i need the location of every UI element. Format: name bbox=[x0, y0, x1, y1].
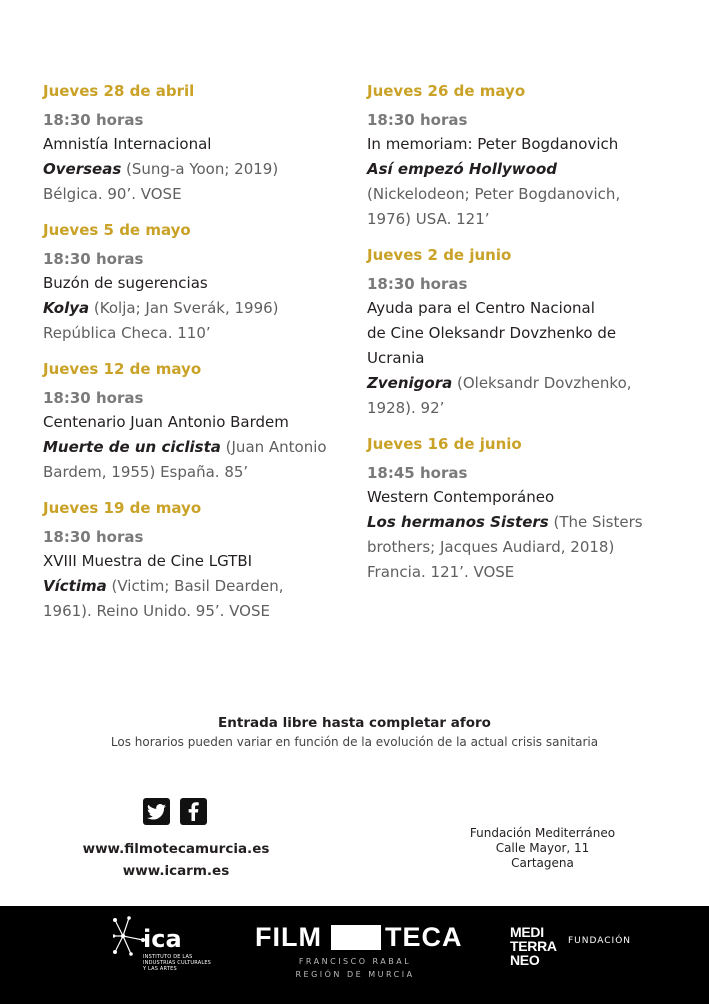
film-info: brothers; Jacques Audiard, 2018) bbox=[367, 538, 615, 556]
film-details: (The Sisters bbox=[548, 513, 643, 531]
film-title: Zvenigora bbox=[367, 374, 453, 392]
film-info: Bélgica. 90’. VOSE bbox=[43, 185, 182, 203]
schedule-right-column bbox=[367, 80, 667, 597]
ica-caption: INSTITUTO DE LAS INDUSTRIAS CULTURALES Y LAS ARTES bbox=[143, 954, 212, 972]
med-line-1: MEDI bbox=[510, 924, 544, 940]
screening-date: Jueves 28 de abril bbox=[43, 82, 195, 100]
filmoteca-white-box bbox=[331, 925, 381, 950]
screening-film-line bbox=[43, 435, 343, 460]
screening-cycle: Ucrania bbox=[367, 349, 425, 367]
film-info: 1976) USA. 121’ bbox=[367, 210, 490, 228]
med-line-3: NEO bbox=[510, 952, 540, 968]
screening-cycle: Centenario Juan Antonio Bardem bbox=[43, 413, 289, 431]
screening-film-line bbox=[43, 296, 343, 321]
notice-subtitle: Los horarios pueden variar en función de la evolución de la actual crisis sanitaria bbox=[110, 735, 599, 749]
facebook-glyph bbox=[188, 802, 199, 821]
screening-cycle: Western Contemporáneo bbox=[367, 488, 555, 506]
screening-film-line bbox=[367, 510, 667, 535]
mediterraneo-fundacion: FUNDACIÓN bbox=[568, 936, 632, 946]
screening-cycle: In memoriam: Peter Bogdanovich bbox=[367, 135, 619, 153]
film-details: (Oleksandr Dovzhenko, bbox=[452, 374, 632, 392]
film-details: (Sung-a Yoon; 2019) bbox=[121, 160, 279, 178]
mediterraneo-logo bbox=[510, 925, 650, 975]
screening-film-line bbox=[367, 157, 667, 182]
filmoteca-word-right: TECA bbox=[385, 922, 463, 952]
film-info: Francia. 121’. VOSE bbox=[367, 563, 515, 581]
filmoteca-link[interactable]: www.filmotecamurcia.es bbox=[82, 841, 270, 857]
screening-film-line bbox=[43, 157, 343, 182]
film-info: República Checa. 110’ bbox=[43, 324, 211, 342]
mediterraneo-wordmark bbox=[510, 925, 557, 967]
venue-name: Fundación Mediterráneo bbox=[469, 826, 616, 840]
twitter-icon[interactable] bbox=[143, 798, 170, 825]
ica-wordmark: ica bbox=[143, 925, 182, 953]
film-title: Víctima bbox=[43, 577, 107, 595]
screening-time: 18:30 horas bbox=[43, 528, 144, 546]
filmoteca-caption-1: FRANCISCO RABAL bbox=[298, 957, 412, 966]
website-links bbox=[76, 838, 276, 882]
icarm-link[interactable]: www.icarm.es bbox=[122, 863, 230, 879]
filmoteca-logo bbox=[255, 922, 463, 984]
screening-date: Jueves 16 de junio bbox=[367, 435, 522, 453]
screening-entry bbox=[43, 497, 343, 624]
venue-address bbox=[445, 826, 640, 871]
schedule-left-column bbox=[43, 80, 343, 636]
med-line-2: TERRA bbox=[510, 938, 557, 954]
film-title: Muerte de un ciclista bbox=[43, 438, 221, 456]
filmoteca-caption-2: REGIÓN DE MURCIA bbox=[295, 970, 415, 979]
screening-time: 18:30 horas bbox=[43, 250, 144, 268]
screening-time: 18:30 horas bbox=[43, 389, 144, 407]
screening-cycle: Ayuda para el Centro Nacional bbox=[367, 299, 595, 317]
screening-entry bbox=[43, 358, 343, 485]
film-title: Kolya bbox=[43, 299, 90, 317]
screening-cycle: XVIII Muestra de Cine LGTBI bbox=[43, 552, 253, 570]
filmoteca-word-left: FILM bbox=[255, 922, 322, 952]
venue-city: Cartagena bbox=[511, 856, 574, 870]
film-title: Los hermanos Sisters bbox=[367, 513, 549, 531]
screening-date: Jueves 5 de mayo bbox=[43, 221, 191, 239]
ica-logo bbox=[113, 912, 212, 982]
venue-street: Calle Mayor, 11 bbox=[495, 841, 590, 855]
screening-entry bbox=[367, 244, 667, 421]
screening-time: 18:30 horas bbox=[367, 275, 468, 293]
sponsor-footer bbox=[0, 906, 709, 1004]
film-info: 1928). 92’ bbox=[367, 399, 445, 417]
film-title: Overseas bbox=[43, 160, 122, 178]
screening-date: Jueves 19 de mayo bbox=[43, 499, 202, 517]
film-info: (Nickelodeon; Peter Bogdanovich, bbox=[367, 185, 621, 203]
admission-notice bbox=[0, 713, 709, 751]
screening-entry bbox=[43, 80, 343, 207]
screening-time: 18:30 horas bbox=[43, 111, 144, 129]
screening-entry bbox=[43, 219, 343, 346]
screening-date: Jueves 12 de mayo bbox=[43, 360, 202, 378]
screening-cycle: Amnistía Internacional bbox=[43, 135, 212, 153]
film-details: (Juan Antonio bbox=[220, 438, 327, 456]
film-info: 1961). Reino Unido. 95’. VOSE bbox=[43, 602, 270, 620]
screening-date: Jueves 26 de mayo bbox=[367, 82, 526, 100]
film-title: Así empezó Hollywood bbox=[367, 160, 557, 178]
screening-date: Jueves 2 de junio bbox=[367, 246, 512, 264]
social-icons bbox=[143, 798, 207, 825]
screening-time: 18:45 horas bbox=[367, 464, 468, 482]
screening-time: 18:30 horas bbox=[367, 111, 468, 129]
screening-entry bbox=[367, 80, 667, 232]
film-info: Bardem, 1955) España. 85’ bbox=[43, 463, 249, 481]
screening-cycle: de Cine Oleksandr Dovzhenko de bbox=[367, 324, 617, 342]
ica-burst-icon bbox=[113, 916, 147, 958]
notice-title: Entrada libre hasta completar aforo bbox=[218, 715, 491, 731]
twitter-glyph bbox=[147, 804, 166, 820]
screening-film-line bbox=[43, 574, 343, 599]
screening-entry bbox=[367, 433, 667, 585]
screening-film-line bbox=[367, 371, 667, 396]
screening-cycle: Buzón de sugerencias bbox=[43, 274, 208, 292]
film-details: (Kolja; Jan Sverák, 1996) bbox=[89, 299, 279, 317]
facebook-icon[interactable] bbox=[180, 798, 207, 825]
film-details: (Victim; Basil Dearden, bbox=[106, 577, 284, 595]
